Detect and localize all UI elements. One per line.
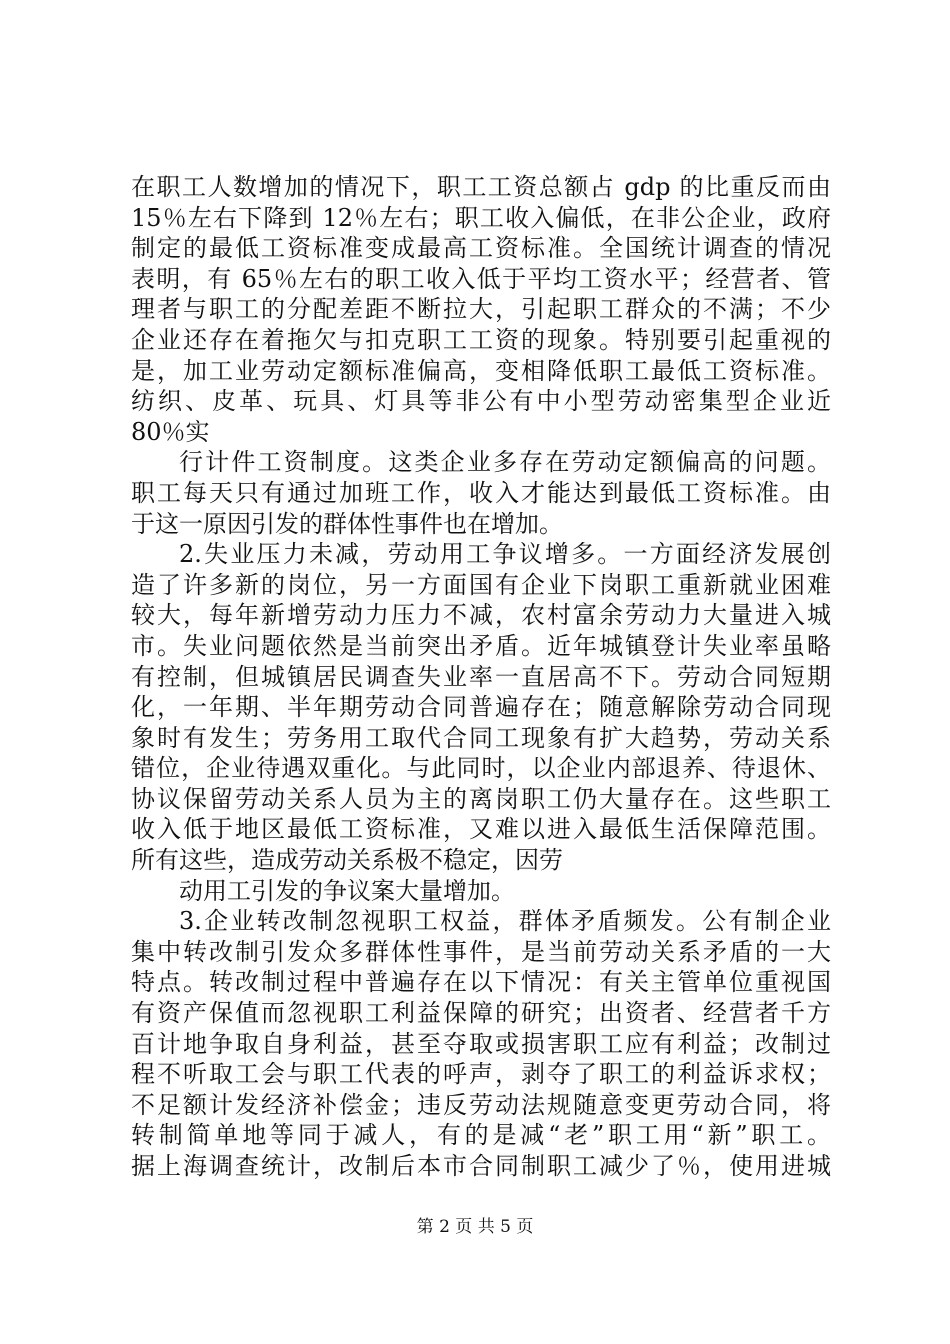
text-line: 是，加工业劳动定额标准偏高，变相降低职工最低工资标准。: [131, 356, 831, 385]
text-line: 有资产保值而忽视职工利益保障的研究；出资者、经营者千方: [131, 999, 831, 1028]
text-line: 错位，企业待遇双重化。与此同时，以企业内部退养、待退休、: [131, 754, 831, 783]
text-line: 收入低于地区最低工资标准，又难以进入最低生活保障范围。: [131, 815, 831, 844]
text-line: 3.企业转改制忽视职工权益，群体矛盾频发。公有制企业: [179, 907, 831, 936]
text-line: 动用工引发的争议案大量增加。: [179, 876, 515, 905]
text-line: 在职工人数增加的情况下，职工工资总额占 gdp 的比重反而由: [131, 173, 831, 201]
text-line: 表明，有 65％左右的职工收入低于平均工资水平；经营者、管: [131, 264, 831, 293]
text-line: 于这一原因引发的群体性事件也在增加。: [131, 509, 563, 538]
text-line: 象时有发生；劳务用工取代合同工现象有扩大趋势，劳动关系: [131, 723, 831, 752]
text-line: 较大，每年新增劳动力压力不减，农村富余劳动力大量进入城: [131, 601, 831, 630]
text-line: 造了许多新的岗位，另一方面国有企业下岗职工重新就业困难: [131, 570, 831, 599]
text-line: 据上海调查统计，改制后本市合同制职工减少了％，使用进城: [131, 1152, 831, 1180]
text-line: 程不听取工会与职工代表的呼声，剥夺了职工的利益诉求权；: [131, 1060, 831, 1089]
text-line: 所有这些，造成劳动关系极不稳定，因劳: [131, 846, 563, 875]
text-line: 不足额计发经济补偿金；违反劳动法规随意变更劳动合同，将: [131, 1090, 831, 1119]
text-line: 有控制，但城镇居民调查失业率一直居高不下。劳动合同短期: [131, 662, 831, 691]
text-line: 百计地争取自身利益，甚至夺取或损害职工应有利益；改制过: [131, 1029, 831, 1058]
page-footer: 第 2 页 共 5 页: [416, 1217, 534, 1237]
text-line: 协议保留劳动关系人员为主的离岗职工仍大量存在。这些职工: [131, 784, 831, 813]
text-line: 集中转改制引发众多群体性事件，是当前劳动关系矛盾的一大: [131, 937, 831, 966]
text-line: 企业还存在着拖欠与扣克职工工资的现象。特别要引起重视的: [131, 325, 831, 354]
text-line: 纺织、皮革、玩具、灯具等非公有中小型劳动密集型企业近: [131, 387, 831, 416]
text-line: 制定的最低工资标准变成最高工资标准。全国统计调查的情况: [131, 234, 831, 263]
text-line: 职工每天只有通过加班工作，收入才能达到最低工资标准。由: [131, 478, 831, 507]
text-line: 15％左右下降到 12％左右；职工收入偏低，在非公企业，政府: [131, 203, 831, 232]
text-line: 2.失业压力未减，劳动用工争议增多。一方面经济发展创: [179, 540, 831, 569]
text-line: 行计件工资制度。这类企业多存在劳动定额偏高的问题。: [179, 448, 831, 477]
text-line: 市。失业问题依然是当前突出矛盾。近年城镇登计失业率虽略: [131, 631, 831, 660]
text-line: 特点。转改制过程中普遍存在以下情况：有关主管单位重视国: [131, 968, 831, 997]
text-line: 80％实: [131, 417, 210, 446]
text-line: 转制简单地等同于减人，有的是减“老”职工用“新”职工。: [131, 1121, 831, 1150]
document-body: [131, 172, 831, 1182]
text-line: 化，一年期、半年期劳动合同普遍存在；随意解除劳动合同现: [131, 693, 831, 722]
text-line: 理者与职工的分配差距不断拉大，引起职工群众的不满；不少: [131, 295, 831, 324]
